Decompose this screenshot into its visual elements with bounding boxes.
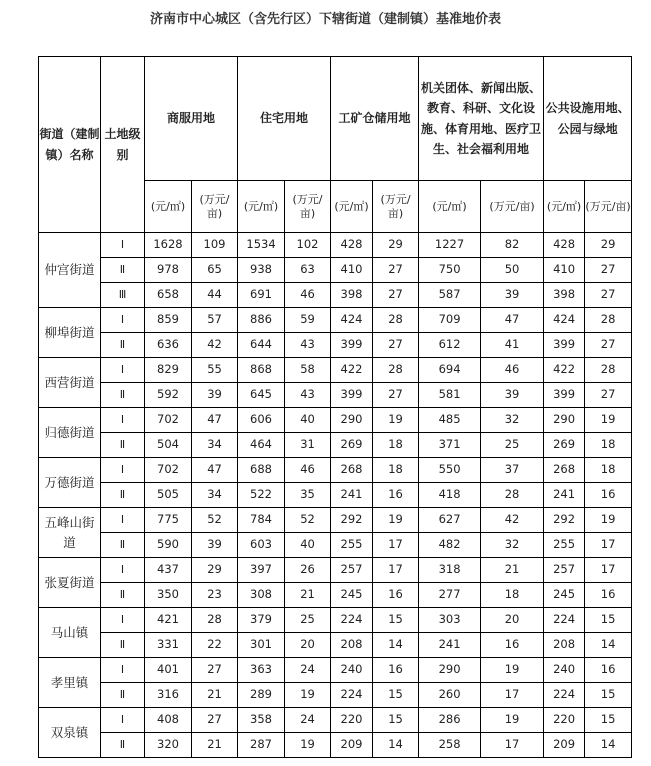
price-cell: 43 — [285, 383, 331, 408]
price-cell: 40 — [285, 533, 331, 558]
land-level-cell: Ⅰ — [101, 458, 145, 483]
price-cell: 399 — [544, 383, 585, 408]
price-cell: 15 — [585, 683, 632, 708]
street-name-cell: 五峰山街道 — [39, 508, 101, 558]
page-title: 济南市中心城区（含先行区）下辖街道（建制镇）基准地价表 — [149, 12, 501, 27]
price-cell: 290 — [419, 658, 481, 683]
price-cell: 27 — [373, 258, 419, 283]
price-cell: 938 — [238, 258, 285, 283]
table-body — [39, 233, 632, 758]
price-cell: 17 — [585, 533, 632, 558]
price-cell: 424 — [331, 308, 373, 333]
price-cell: 14 — [373, 733, 419, 758]
land-level-cell: Ⅱ — [101, 533, 145, 558]
price-cell: 401 — [145, 658, 192, 683]
price-cell: 28 — [585, 308, 632, 333]
price-cell: 16 — [373, 583, 419, 608]
price-cell: 21 — [192, 733, 238, 758]
price-cell: 286 — [419, 708, 481, 733]
table-row — [39, 608, 632, 633]
price-cell: 363 — [238, 658, 285, 683]
price-cell: 29 — [373, 233, 419, 258]
price-cell: 28 — [373, 358, 419, 383]
price-cell: 59 — [285, 308, 331, 333]
unit-public-admin-sqm: (元/㎡) — [419, 181, 481, 233]
price-cell: 29 — [585, 233, 632, 258]
price-cell: 868 — [238, 358, 285, 383]
header-industrial: 工矿仓储用地 — [331, 57, 419, 181]
street-name-cell: 孝里镇 — [39, 658, 101, 708]
price-cell: 208 — [331, 633, 373, 658]
price-cell: 29 — [192, 558, 238, 583]
price-cell: 50 — [481, 258, 544, 283]
table-row — [39, 258, 632, 283]
price-cell: 24 — [285, 708, 331, 733]
land-level-cell: Ⅱ — [101, 383, 145, 408]
street-name-cell: 马山镇 — [39, 608, 101, 658]
table-row — [39, 508, 632, 533]
price-cell: 224 — [544, 683, 585, 708]
price-cell: 24 — [285, 658, 331, 683]
land-level-cell: Ⅲ — [101, 283, 145, 308]
price-cell: 303 — [419, 608, 481, 633]
price-cell: 40 — [285, 408, 331, 433]
price-cell: 859 — [145, 308, 192, 333]
table-row — [39, 708, 632, 733]
price-cell: 658 — [145, 283, 192, 308]
land-level-cell: Ⅰ — [101, 708, 145, 733]
price-cell: 269 — [331, 433, 373, 458]
price-cell: 19 — [373, 408, 419, 433]
price-cell: 292 — [331, 508, 373, 533]
price-cell: 318 — [419, 558, 481, 583]
price-cell: 16 — [585, 483, 632, 508]
land-level-cell: Ⅰ — [101, 408, 145, 433]
price-cell: 428 — [331, 233, 373, 258]
street-name-cell: 张夏街道 — [39, 558, 101, 608]
price-cell: 34 — [192, 483, 238, 508]
price-cell: 1534 — [238, 233, 285, 258]
price-cell: 644 — [238, 333, 285, 358]
price-cell: 19 — [585, 408, 632, 433]
price-cell: 26 — [285, 558, 331, 583]
price-cell: 1628 — [145, 233, 192, 258]
street-name-cell: 万德街道 — [39, 458, 101, 508]
price-cell: 58 — [285, 358, 331, 383]
price-cell: 612 — [419, 333, 481, 358]
price-cell: 18 — [373, 433, 419, 458]
price-cell: 268 — [544, 458, 585, 483]
table-row — [39, 533, 632, 558]
unit-public-facility-mu: (万元/亩) — [585, 181, 632, 233]
table-row — [39, 558, 632, 583]
price-cell: 17 — [373, 558, 419, 583]
price-cell: 627 — [419, 508, 481, 533]
price-cell: 19 — [481, 658, 544, 683]
price-cell: 592 — [145, 383, 192, 408]
land-level-cell: Ⅰ — [101, 508, 145, 533]
price-cell: 258 — [419, 733, 481, 758]
unit-commercial-sqm: (元/㎡) — [145, 181, 192, 233]
price-cell: 19 — [285, 733, 331, 758]
price-cell: 257 — [331, 558, 373, 583]
table-row — [39, 383, 632, 408]
land-level-cell: Ⅱ — [101, 258, 145, 283]
price-cell: 27 — [192, 708, 238, 733]
price-cell: 27 — [373, 283, 419, 308]
price-cell: 21 — [481, 558, 544, 583]
price-cell: 18 — [373, 458, 419, 483]
price-cell: 21 — [192, 683, 238, 708]
price-cell: 34 — [192, 433, 238, 458]
price-cell: 63 — [285, 258, 331, 283]
price-cell: 25 — [481, 433, 544, 458]
price-cell: 18 — [585, 458, 632, 483]
price-cell: 358 — [238, 708, 285, 733]
table-row — [39, 233, 632, 258]
price-cell: 408 — [145, 708, 192, 733]
price-cell: 289 — [238, 683, 285, 708]
price-cell: 43 — [285, 333, 331, 358]
price-cell: 245 — [544, 583, 585, 608]
header-public-admin: 机关团体、新闻出版、教育、科研、文化设施、体育用地、医疗卫生、社会福利用地 — [419, 57, 544, 181]
header-street-name: 街道（建制镇）名称 — [39, 57, 101, 233]
price-cell: 371 — [419, 433, 481, 458]
price-cell: 15 — [373, 708, 419, 733]
price-cell: 603 — [238, 533, 285, 558]
price-cell: 65 — [192, 258, 238, 283]
unit-residential-sqm: (元/㎡) — [238, 181, 285, 233]
price-cell: 46 — [481, 358, 544, 383]
price-cell: 17 — [373, 533, 419, 558]
land-level-cell: Ⅱ — [101, 733, 145, 758]
header-public-facility: 公共设施用地、公园与绿地 — [544, 57, 632, 181]
price-cell: 505 — [145, 483, 192, 508]
price-cell: 398 — [331, 283, 373, 308]
table-row — [39, 333, 632, 358]
price-cell: 39 — [481, 283, 544, 308]
price-cell: 224 — [331, 683, 373, 708]
price-cell: 410 — [331, 258, 373, 283]
price-cell: 32 — [481, 533, 544, 558]
price-cell: 269 — [544, 433, 585, 458]
price-cell: 255 — [331, 533, 373, 558]
price-cell: 702 — [145, 458, 192, 483]
price-cell: 16 — [373, 658, 419, 683]
price-cell: 18 — [481, 583, 544, 608]
price-cell: 636 — [145, 333, 192, 358]
price-cell: 14 — [585, 733, 632, 758]
price-cell: 694 — [419, 358, 481, 383]
price-cell: 277 — [419, 583, 481, 608]
price-cell: 14 — [585, 633, 632, 658]
price-cell: 399 — [544, 333, 585, 358]
price-cell: 331 — [145, 633, 192, 658]
price-cell: 17 — [585, 558, 632, 583]
price-cell: 47 — [192, 408, 238, 433]
price-cell: 46 — [285, 458, 331, 483]
price-cell: 978 — [145, 258, 192, 283]
price-cell: 27 — [585, 283, 632, 308]
price-cell: 1227 — [419, 233, 481, 258]
price-cell: 245 — [331, 583, 373, 608]
land-level-cell: Ⅱ — [101, 683, 145, 708]
land-level-cell: Ⅰ — [101, 233, 145, 258]
header-commercial: 商服用地 — [145, 57, 238, 181]
land-level-cell: Ⅱ — [101, 483, 145, 508]
price-cell: 464 — [238, 433, 285, 458]
price-cell: 260 — [419, 683, 481, 708]
price-cell: 224 — [331, 608, 373, 633]
table-row — [39, 358, 632, 383]
price-cell: 437 — [145, 558, 192, 583]
header-land-level: 土地级别 — [101, 57, 145, 233]
price-cell: 886 — [238, 308, 285, 333]
price-cell: 504 — [145, 433, 192, 458]
price-cell: 290 — [544, 408, 585, 433]
price-cell: 27 — [585, 258, 632, 283]
price-cell: 287 — [238, 733, 285, 758]
price-cell: 399 — [331, 383, 373, 408]
land-level-cell: Ⅰ — [101, 558, 145, 583]
price-cell: 241 — [544, 483, 585, 508]
price-cell: 398 — [544, 283, 585, 308]
table-row — [39, 283, 632, 308]
price-cell: 550 — [419, 458, 481, 483]
price-cell: 39 — [192, 533, 238, 558]
price-cell: 17 — [481, 733, 544, 758]
price-cell: 16 — [373, 483, 419, 508]
price-cell: 42 — [481, 508, 544, 533]
price-cell: 32 — [481, 408, 544, 433]
table-row — [39, 658, 632, 683]
street-name-cell: 归德街道 — [39, 408, 101, 458]
street-name-cell: 双泉镇 — [39, 708, 101, 758]
price-cell: 208 — [544, 633, 585, 658]
price-cell: 55 — [192, 358, 238, 383]
price-cell: 19 — [585, 508, 632, 533]
price-cell: 27 — [585, 333, 632, 358]
price-cell: 16 — [585, 583, 632, 608]
street-name-cell: 仲宫街道 — [39, 233, 101, 308]
price-cell: 20 — [285, 633, 331, 658]
price-cell: 750 — [419, 258, 481, 283]
price-cell: 20 — [481, 608, 544, 633]
price-cell: 397 — [238, 558, 285, 583]
price-cell: 784 — [238, 508, 285, 533]
price-cell: 606 — [238, 408, 285, 433]
unit-industrial-sqm: (元/㎡) — [331, 181, 373, 233]
price-cell: 316 — [145, 683, 192, 708]
price-cell: 27 — [373, 333, 419, 358]
price-cell: 23 — [192, 583, 238, 608]
price-cell: 39 — [481, 383, 544, 408]
price-cell: 308 — [238, 583, 285, 608]
price-cell: 31 — [285, 433, 331, 458]
price-cell: 424 — [544, 308, 585, 333]
price-cell: 16 — [585, 658, 632, 683]
price-cell: 15 — [373, 608, 419, 633]
unit-commercial-mu: (万元/亩) — [192, 181, 238, 233]
land-level-cell: Ⅱ — [101, 333, 145, 358]
price-cell: 241 — [419, 633, 481, 658]
land-level-cell: Ⅰ — [101, 608, 145, 633]
unit-residential-mu: (万元/亩) — [285, 181, 331, 233]
price-cell: 42 — [192, 333, 238, 358]
price-cell: 241 — [331, 483, 373, 508]
table-row — [39, 308, 632, 333]
price-cell: 209 — [544, 733, 585, 758]
price-cell: 240 — [331, 658, 373, 683]
header-residential: 住宅用地 — [238, 57, 331, 181]
price-cell: 28 — [373, 308, 419, 333]
price-cell: 27 — [192, 658, 238, 683]
unit-public-admin-mu: (万元/亩) — [481, 181, 544, 233]
price-cell: 775 — [145, 508, 192, 533]
price-cell: 19 — [481, 708, 544, 733]
price-cell: 224 — [544, 608, 585, 633]
price-cell: 57 — [192, 308, 238, 333]
table-row — [39, 633, 632, 658]
price-cell: 28 — [585, 358, 632, 383]
price-cell: 422 — [331, 358, 373, 383]
street-name-cell: 西营街道 — [39, 358, 101, 408]
price-cell: 320 — [145, 733, 192, 758]
table-row — [39, 408, 632, 433]
price-cell: 102 — [285, 233, 331, 258]
price-cell: 290 — [331, 408, 373, 433]
land-price-table — [38, 56, 632, 758]
table-row — [39, 683, 632, 708]
price-cell: 257 — [544, 558, 585, 583]
price-cell: 645 — [238, 383, 285, 408]
table-row — [39, 433, 632, 458]
price-cell: 21 — [285, 583, 331, 608]
price-cell: 209 — [331, 733, 373, 758]
price-cell: 27 — [585, 383, 632, 408]
price-cell: 301 — [238, 633, 285, 658]
price-cell: 37 — [481, 458, 544, 483]
land-level-cell: Ⅰ — [101, 358, 145, 383]
land-level-cell: Ⅱ — [101, 583, 145, 608]
street-name-cell: 柳埠街道 — [39, 308, 101, 358]
price-cell: 16 — [481, 633, 544, 658]
price-cell: 27 — [373, 383, 419, 408]
price-cell: 240 — [544, 658, 585, 683]
unit-public-facility-sqm: (元/㎡) — [544, 181, 585, 233]
price-cell: 82 — [481, 233, 544, 258]
price-cell: 17 — [481, 683, 544, 708]
price-cell: 587 — [419, 283, 481, 308]
price-cell: 15 — [373, 683, 419, 708]
price-cell: 428 — [544, 233, 585, 258]
price-cell: 19 — [285, 683, 331, 708]
price-cell: 522 — [238, 483, 285, 508]
price-cell: 46 — [285, 283, 331, 308]
price-cell: 350 — [145, 583, 192, 608]
price-cell: 15 — [585, 708, 632, 733]
price-cell: 19 — [373, 508, 419, 533]
price-cell: 52 — [285, 508, 331, 533]
table-row — [39, 583, 632, 608]
price-cell: 581 — [419, 383, 481, 408]
price-cell: 28 — [481, 483, 544, 508]
price-cell: 702 — [145, 408, 192, 433]
land-level-cell: Ⅰ — [101, 308, 145, 333]
price-cell: 15 — [585, 608, 632, 633]
land-level-cell: Ⅱ — [101, 433, 145, 458]
price-cell: 292 — [544, 508, 585, 533]
price-cell: 255 — [544, 533, 585, 558]
price-cell: 485 — [419, 408, 481, 433]
price-cell: 109 — [192, 233, 238, 258]
price-cell: 709 — [419, 308, 481, 333]
price-cell: 379 — [238, 608, 285, 633]
price-cell: 399 — [331, 333, 373, 358]
price-cell: 421 — [145, 608, 192, 633]
table-row — [39, 733, 632, 758]
price-cell: 44 — [192, 283, 238, 308]
price-cell: 39 — [192, 383, 238, 408]
price-cell: 268 — [331, 458, 373, 483]
price-cell: 220 — [331, 708, 373, 733]
price-cell: 47 — [481, 308, 544, 333]
unit-industrial-mu: (万元/亩) — [373, 181, 419, 233]
price-cell: 28 — [192, 608, 238, 633]
price-cell: 829 — [145, 358, 192, 383]
price-cell: 18 — [585, 433, 632, 458]
price-cell: 422 — [544, 358, 585, 383]
price-cell: 22 — [192, 633, 238, 658]
land-level-cell: Ⅰ — [101, 658, 145, 683]
price-cell: 688 — [238, 458, 285, 483]
price-cell: 52 — [192, 508, 238, 533]
price-cell: 590 — [145, 533, 192, 558]
table-row — [39, 458, 632, 483]
price-cell: 25 — [285, 608, 331, 633]
price-cell: 41 — [481, 333, 544, 358]
price-cell: 35 — [285, 483, 331, 508]
price-cell: 410 — [544, 258, 585, 283]
price-cell: 14 — [373, 633, 419, 658]
land-level-cell: Ⅱ — [101, 633, 145, 658]
price-cell: 691 — [238, 283, 285, 308]
table-row — [39, 483, 632, 508]
price-cell: 418 — [419, 483, 481, 508]
price-cell: 482 — [419, 533, 481, 558]
price-cell: 220 — [544, 708, 585, 733]
price-cell: 47 — [192, 458, 238, 483]
